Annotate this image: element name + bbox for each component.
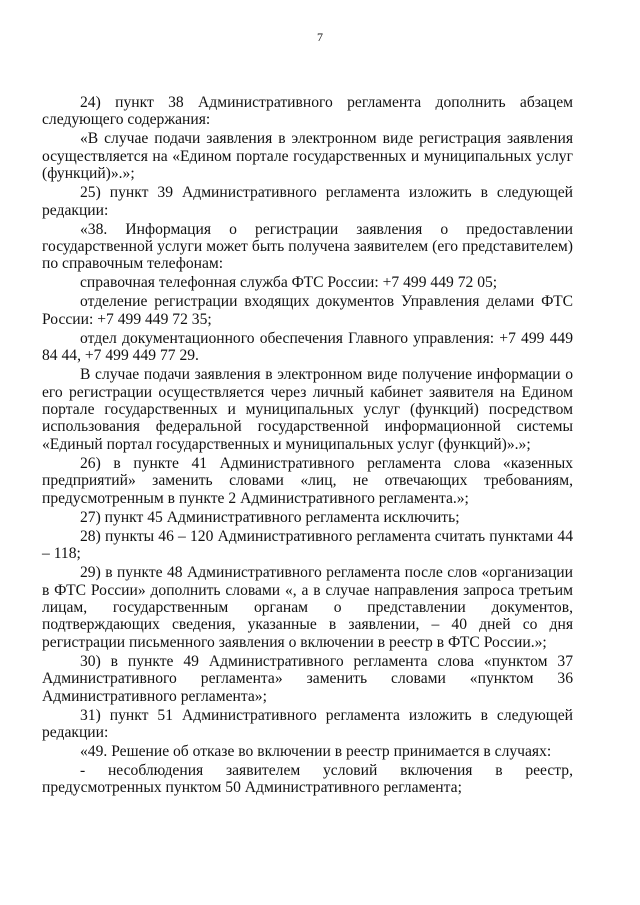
- paragraph-item-29: 29) в пункте 48 Административного регламента после слов «организации в ФТС России» дополнить словами «, а в случае направления запроса третьим лицам, государственным органам о представлении документов, подтверждающих сведения, указанные в заявлении, – 40 дней со дня регистрации письменного заявления о включении в реестр в ФТС России.»;: [42, 564, 573, 651]
- paragraph-quote-49: «49. Решение об отказе во включении в реестр принимается в случаях:: [80, 742, 552, 760]
- paragraph-phone-registration: отделение регистрации входящих документов Управления делами ФТС России: +7 499 449 72 35;: [42, 293, 573, 328]
- paragraph-electronic-info: В случае подачи заявления в электронном виде получение информации о его регистрации осуществляется через личный кабинет заявителя на Едином портале государственных и муниципальных услуг (функций) посредством использования федеральной государственной информационной системы «Единый портал государственных и муниципальных услуг (функций)».»;: [42, 366, 573, 453]
- paragraph-phone-fts: справочная телефонная служба ФТС России: +7 499 449 72 05;: [80, 274, 498, 292]
- paragraph-item-26: 26) в пункте 41 Административного регламента слова «казенных предприятий» заменить словами «лиц, не отвечающих требованиям, предусмотренным в пункте 2 Административного регламента.»;: [42, 454, 573, 507]
- paragraph-item-31: 31) пункт 51 Административного регламента изложить в следующей редакции:: [42, 706, 573, 741]
- paragraph-quote-registration: «В случае подачи заявления в электронном виде регистрация заявления осуществляется на «Едином портале государственных и муниципальных услуг (функций)».»;: [42, 130, 573, 183]
- paragraph-item-24: 24) пункт 38 Административного регламента дополнить абзацем следующего содержания:: [42, 94, 573, 129]
- paragraph-item-25: 25) пункт 39 Административного регламента изложить в следующей редакции:: [42, 184, 573, 219]
- page-number: 7: [317, 30, 323, 44]
- paragraph-item-28: 28) пункты 46 – 120 Административного регламента считать пунктами 44 – 118;: [42, 527, 573, 563]
- paragraph-item-27: 27) пункт 45 Административного регламента исключить;: [80, 508, 460, 526]
- paragraph-item-30: 30) в пункте 49 Административного регламента слова «пунктом 37 Административного регламента» заменить словами «пунктом 36 Административного регламента»;: [42, 652, 573, 705]
- paragraph-bullet-conditions: - несоблюдения заявителем условий включения в реестр, предусмотренных пунктом 50 Административного регламента;: [42, 761, 573, 797]
- paragraph-phone-document-dept: отдел документационного обеспечения Главного управления: +7 499 449 84 44, +7 499 449 77 29.: [42, 329, 573, 365]
- document-body: [42, 94, 573, 798]
- paragraph-quote-38: «38. Информация о регистрации заявления о предоставлении государственной услуги может быть получена заявителем (его представителем) по справочным телефонам:: [42, 220, 573, 273]
